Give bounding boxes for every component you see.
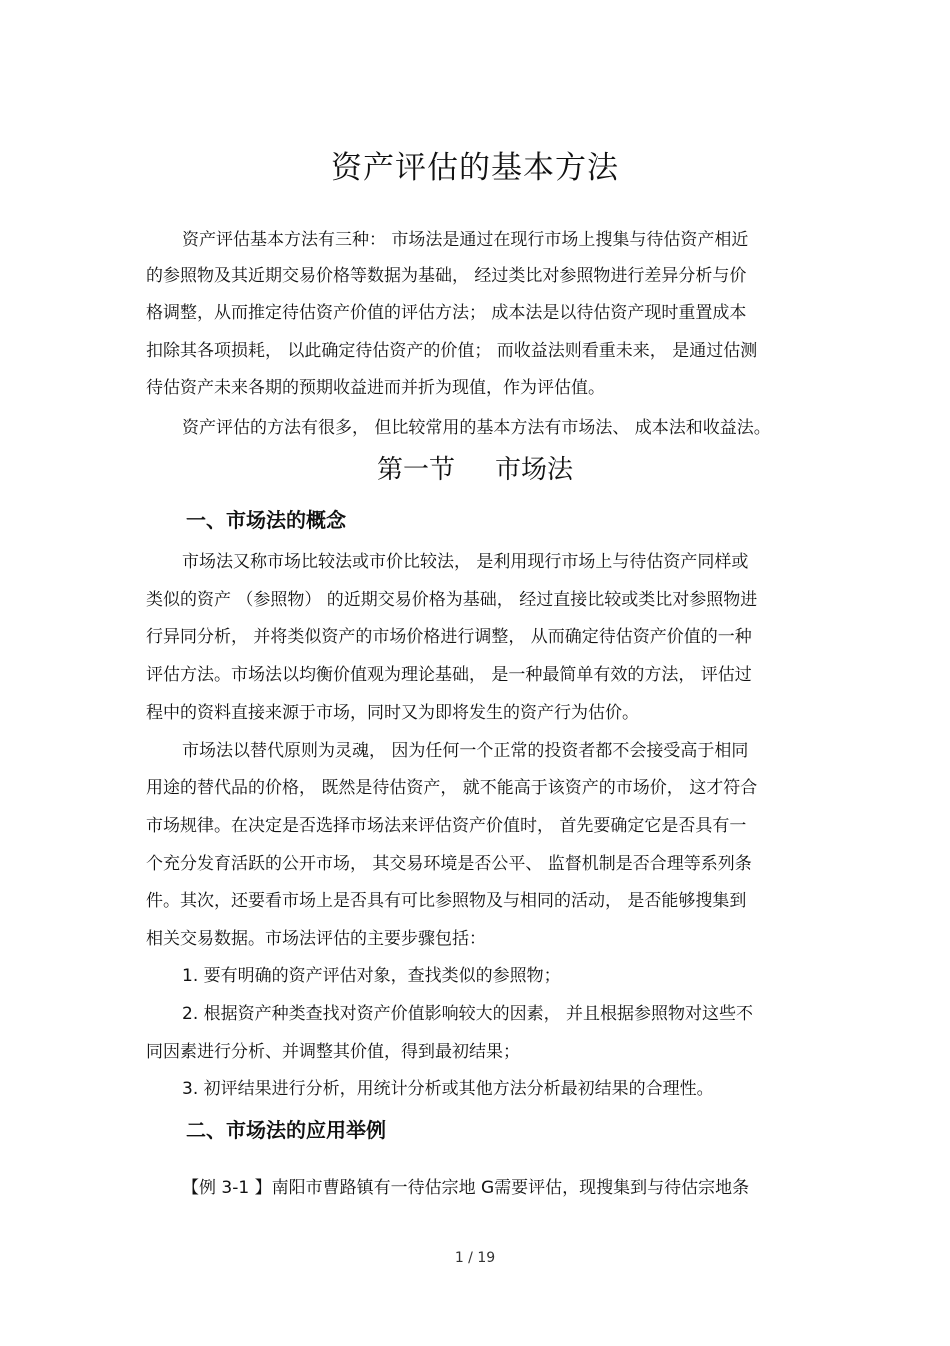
subsection-heading-concept: 一、市场法的概念 xyxy=(186,508,346,532)
intro-line-6: 资产评估的方法有很多， 但比较常用的基本方法有市场法、 成本法和收益法。 xyxy=(182,418,771,438)
list-item-continuation: 同因素进行分析、并调整其价值，得到最初结果； xyxy=(146,1042,520,1062)
section-name: 市场法 xyxy=(495,455,574,485)
intro-line-1: 资产评估基本方法有三种： 市场法是通过在现行市场上搜集与待估资产相近 xyxy=(182,230,749,250)
paragraph-line: 市场法又称市场比较法或市价比较法， 是利用现行市场上与待估资产同样或 xyxy=(182,552,749,572)
intro-line-4: 扣除其各项损耗， 以此确定待估资产的价值； 而收益法则看重未来， 是通过估测 xyxy=(146,341,758,361)
section-number: 第一节 xyxy=(376,455,455,485)
list-item: 1. 要有明确的资产评估对象，查找类似的参照物； xyxy=(182,966,561,986)
intro-line-2: 的参照物及其近期交易价格等数据为基础， 经过类比对参照物进行差异分析与价 xyxy=(146,266,747,286)
subsection-heading-example: 二、市场法的应用举例 xyxy=(186,1118,386,1142)
paragraph-line: 相关交易数据。市场法评估的主要步骤包括： xyxy=(146,929,486,949)
paragraph-line: 件。其次，还要看市场上是否具有可比参照物及与相同的活动， 是否能够搜集到 xyxy=(146,891,747,911)
intro-line-3: 格调整，从而推定待估资产价值的评估方法； 成本法是以待估资产现时重置成本 xyxy=(146,303,747,323)
paragraph-line: 行异同分析， 并将类似资产的市场价格进行调整， 从而确定待估资产价值的一种 xyxy=(146,627,752,647)
list-item: 2. 根据资产种类查找对资产价值影响较大的因素， 并且根据参照物对这些不 xyxy=(182,1004,754,1024)
paragraph-line: 程中的资料直接来源于市场，同时又为即将发生的资产行为估价。 xyxy=(146,703,639,723)
paragraph-line: 类似的资产 （参照物） 的近期交易价格为基础， 经过直接比较或类比对参照物进 xyxy=(146,590,758,610)
document-title: 资产评估的基本方法 xyxy=(331,150,619,186)
paragraph-line: 评估方法。市场法以均衡价值观为理论基础， 是一种最简单有效的方法， 评估过 xyxy=(146,665,752,685)
section-title xyxy=(0,450,950,490)
example-line: 【例 3-1 】南阳市曹路镇有一待估宗地 G需要评估，现搜集到与待估宗地条 xyxy=(182,1178,750,1198)
paragraph-line: 个充分发育活跃的公开市场， 其交易环境是否公平、 监督机制是否合理等系列条 xyxy=(146,854,752,874)
page-number: 1 / 19 xyxy=(454,1250,496,1266)
paragraph-line: 市场规律。在决定是否选择市场法来评估资产价值时， 首先要确定它是否具有一 xyxy=(146,816,747,836)
intro-line-5: 待估资产未来各期的预期收益进而并折为现值，作为评估值。 xyxy=(146,378,605,398)
paragraph-line: 用途的替代品的价格， 既然是待估资产， 就不能高于该资产的市场价， 这才符合 xyxy=(146,778,758,798)
list-item: 3. 初评结果进行分析，用统计分析或其他方法分析最初结果的合理性。 xyxy=(182,1079,714,1099)
paragraph-line: 市场法以替代原则为灵魂， 因为任何一个正常的投资者都不会接受高于相同 xyxy=(182,741,749,761)
